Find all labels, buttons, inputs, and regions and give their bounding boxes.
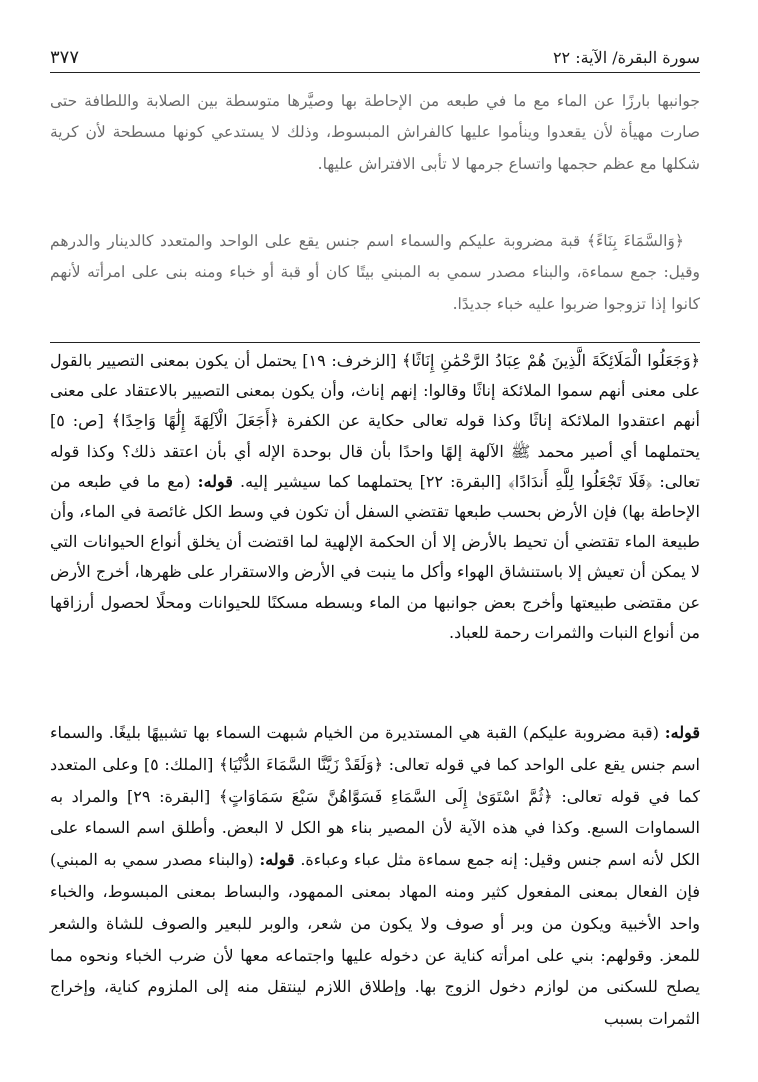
commentary-paragraph-2 (50, 717, 700, 1035)
commentary-paragraph-1 (50, 346, 700, 648)
commentary-text-2b: (والبناء مصدر سمي به المبني) فإن الفعال بمعنى المفعول كثير ومنه المهاد بمعنى الممهود، والبساط بمعنى المبسوط، والخباء واحد الأخبية ويكون من وبر أو صوف ولا يكون من شعر، والوبر للبعير والصوف للشاة والشعر للمعز. وقولهم: بني على امرأته كناية عن دخوله عليها واجتماعه معها لأن ضرب الخباء ونحوه مما يصلح للسكنى من لوازم دخول الزوج بها. وإطلاق اللازم لينتقل منه إلى الملزوم كناية، وإخراج الثمرات بسبب (50, 850, 700, 1029)
commentary-section-2 (50, 717, 700, 1035)
footnote-divider (50, 342, 700, 343)
commentary-text-1: ﴿وَجَعَلُوا الْمَلَائِكَةَ الَّذِينَ هُمْ عِبَادُ الرَّحْمَٰنِ إِنَاثًا﴾ [الزخرف: ١٩] يحتمل أن يكون بمعنى التصيير بالقول على معنى أنهم سموا الملائكة إناثًا وقالوا: إنهم إناث، وأن يكون بمعنى التصيير بالاعتقاد على معنى أنهم اعتقدوا الملائكة إناثًا وكذا قوله تعالى حكاية عن الكفرة ﴿أَجَعَلَ الْآلِهَةَ إِلَٰهًا وَاحِدًا﴾ [ص: ٥] يحتملهما أي أصير محمد ﷺ الآلهة إلهًا واحدًا بأن قال بوحدة الإله أي بأن اعتقد ذلك؟ وكذا قوله تعالى: ﴿فَلَا تَجْعَلُوا لِلَّهِ أَندَادًا﴾ [البقرة: ٢٢] يحتملهما كما سيشير إليه. (50, 351, 701, 491)
matn-section-2 (50, 226, 700, 320)
matn-section (50, 86, 700, 180)
matn-paragraph-2: ﴿وَالسَّمَاءَ بِنَاءً﴾ قبة مضروبة عليكم والسماء اسم جنس يقع على الواحد والمتعدد كالدينار والدرهم وقيل: جمع سماءة، والبناء مصدر سمي به المبني بيتًا كان أو قبة أو خباء ومنه بنى على امرأته لأنهم كانوا إذا تزوجوا ضربوا عليه خباء جديدًا. (50, 232, 700, 313)
keyword-qawluhu: قوله: (664, 723, 700, 742)
matn-paragraph-1: جوانبها بارزًا عن الماء مع ما في طبعه من الإحاطة بها وصيَّرها متوسطة بين الصلابة واللطافة حتى صارت مهيأة لأن يقعدوا وينأموا عليها كالفراش المبسوط، وذلك لا يستدعي كونها مسطحة لأن كرية شكلها مع عظم حجمها واتساع جرمها لا تأبى الافتراش عليها. (50, 92, 700, 173)
running-title: سورة البقرة/ الآية: ٢٢ (552, 47, 700, 67)
commentary-text-1b: (مع ما في طبعه من الإحاطة بها) فإن الأرض بحسب طبعها تقتضي السفل أن تكون في وسط الكل غائصة في الماء، وأن طبيعة الماء تقتضي أن تحيط بالأرض إلا أن الحكمة الإلهية لما اقتضت أن يخلق أنواع الحيوانات التي لا يمكن أن تعيش إلا باستنشاق الهواء وأكل ما ينبت في الأرض والاستقرار على ظهرها، أخرج الأرض عن مقتضى طبيعتها وأخرج بعض جوانبها من الماء وبسطه مسكنًا للحيوانات ومحلًا لحصول أرزاقها من أنواع النبات والثمرات رحمة للعباد. (50, 471, 700, 642)
keyword-qawluhu: قوله: (259, 850, 295, 870)
page-header (50, 42, 700, 73)
commentary-text-2: (قبة مضروبة عليكم) القبة هي المستديرة من الخيام شبهت السماء بها تشبيهًا بليغًا. والسماء اسم جنس يقع على الواحد كما في قوله تعالى: ﴿وَلَقَدْ زَيَّنَّا السَّمَاءَ الدُّنْيَا﴾ [الملك: ٥] وعلى المتعدد كما في قوله تعالى: ﴿ثُمَّ اسْتَوَىٰ إِلَى السَّمَاءِ فَسَوَّاهُنَّ سَبْعَ سَمَاوَاتٍ﴾ [البقرة: ٢٩] والمراد به السماوات السبع. وكذا في هذه الآية لأن المصير بناء هو الكل لا البعض. وأطلق اسم السماء على الكل لأنه اسم جنس وقيل: إنه جمع سماءة مثل عباء وعباءة. (50, 723, 701, 870)
commentary-section-1 (50, 346, 700, 648)
keyword-qawluhu: قوله: (197, 471, 233, 491)
page-number: ٣٧٧ (50, 46, 80, 68)
